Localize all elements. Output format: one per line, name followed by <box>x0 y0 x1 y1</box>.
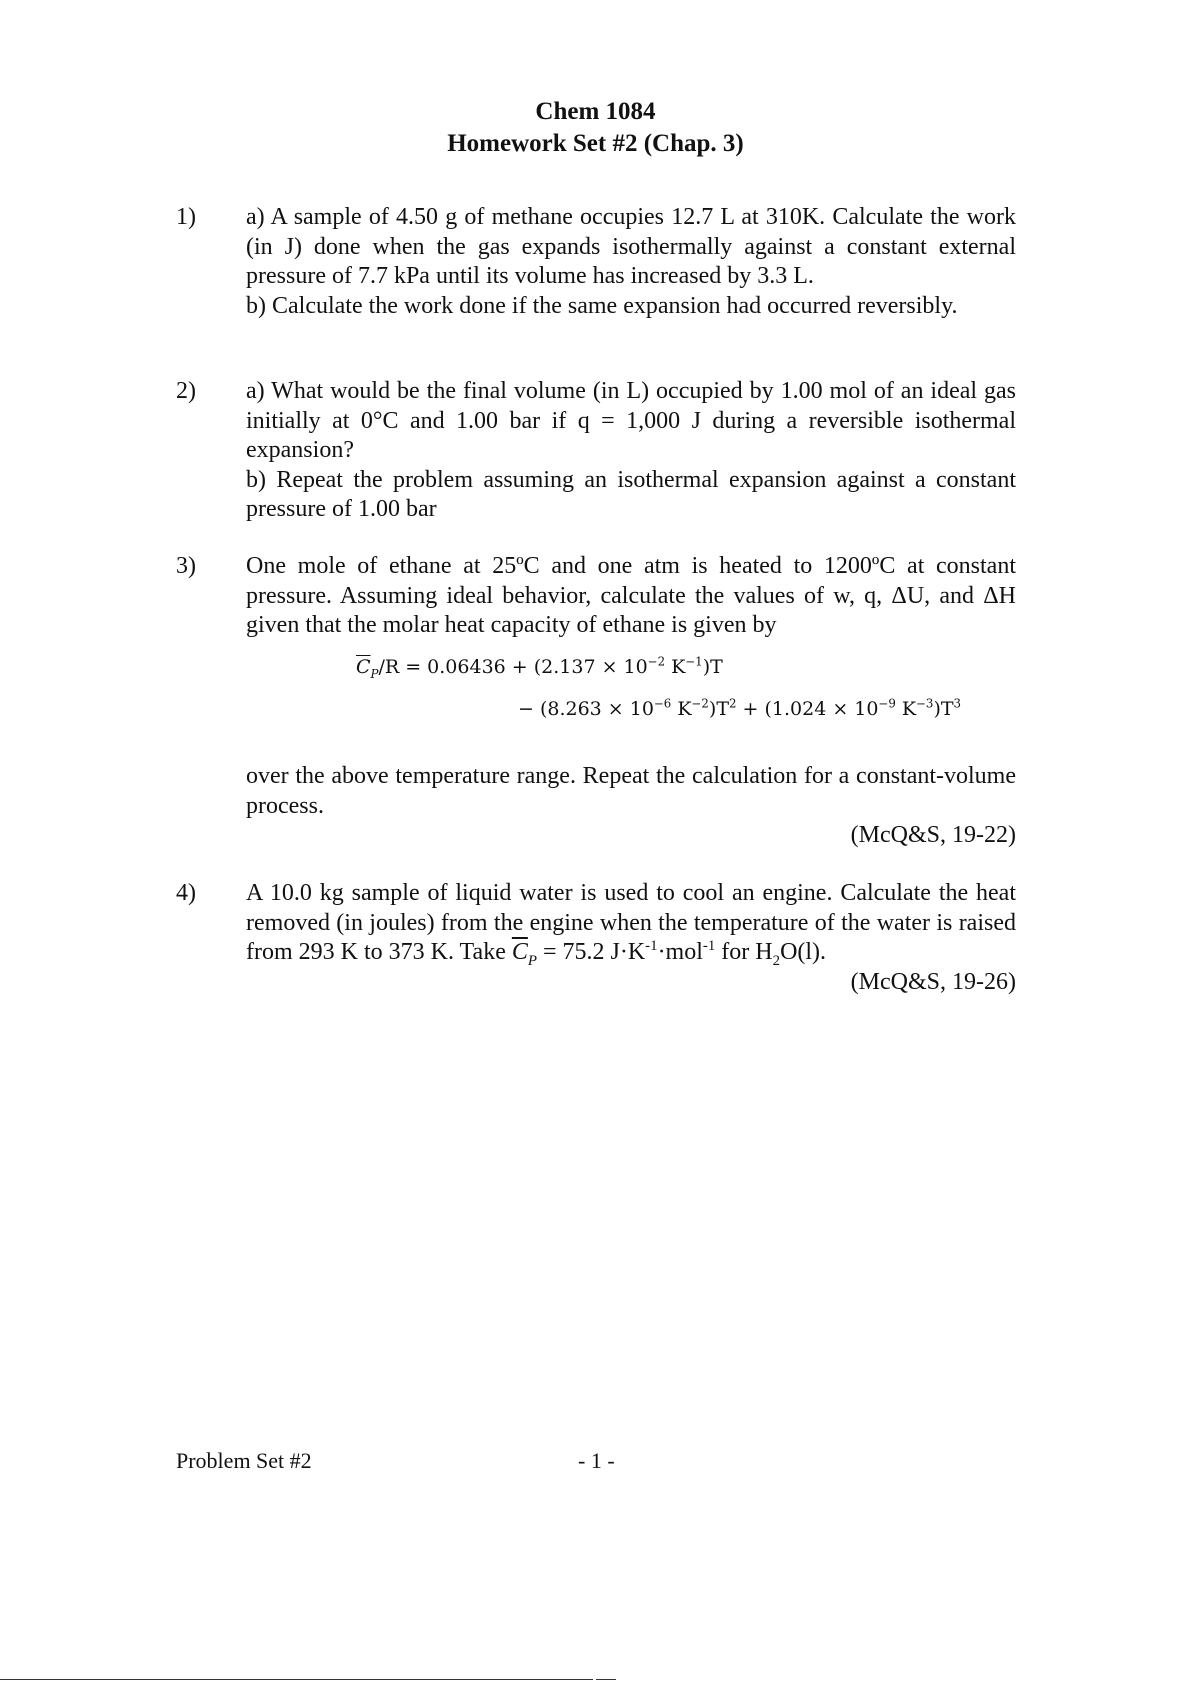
eq-tail-1: )T <box>702 656 723 678</box>
problem-4-cp-symbol: $\overline{C}$ <box>511 939 528 965</box>
problem-3-number: 3) <box>176 553 196 579</box>
problem-4-text-mid: = 75.2 J·K <box>536 939 646 965</box>
homework-title: Homework Set #2 (Chap. 3) <box>447 130 744 157</box>
eq-unit-2-exp: −2 <box>691 696 709 711</box>
problem-4-text-end: O(l). <box>780 939 827 965</box>
eq-unit-3: K <box>895 698 917 720</box>
eq-t3-exp: 3 <box>953 696 962 711</box>
heat-capacity-equation-line-1 <box>356 654 723 681</box>
page-number: - 1 - <box>578 1448 615 1473</box>
eq-unit-2: K <box>671 698 692 720</box>
eq-exp-1: −2 <box>647 654 666 669</box>
problem-4-body <box>246 879 1016 968</box>
eq-t2: )T <box>708 698 729 720</box>
problem-3-reference: (McQ&S, 19-22) <box>850 822 1016 848</box>
eq-unit-1-exp: −1 <box>685 654 703 669</box>
eq-exp-3: −9 <box>878 696 896 711</box>
problem-4-number: 4) <box>176 880 196 906</box>
eq-unit-1: K <box>665 656 686 678</box>
problem-1-part-a: a) A sample of 4.50 g of methane occupies 12.7 L at 310K. Calculate the work (in J) done when the gas expands isothermally against a constant external pressure of 7.7 kPa until its volume has increased by 3.3 L. <box>246 204 1016 289</box>
eq-plus: + (1.024 × 10 <box>736 698 879 720</box>
problem-4-sub-2: 2 <box>772 952 781 969</box>
problem-4-reference: (McQ&S, 19-26) <box>850 968 1016 995</box>
course-title: Chem 1084 <box>535 98 656 125</box>
problem-2-text <box>246 377 1016 525</box>
eq-ratio: /R = 0.06436 + (2.137 × 10 <box>378 656 648 678</box>
problem-4-text <box>246 879 1016 997</box>
cp-subscript: P <box>370 666 379 681</box>
problem-2-part-a: a) What would be the final volume (in L) occupied by 1.00 mol of an ideal gas initially at 0°C and 1.00 bar if q = 1,000 J during a reversible isothermal expansion? <box>246 378 1016 463</box>
eq-line2-start: − (8.263 × 10 <box>518 698 654 720</box>
problem-4-text-start: A 10.0 kg sample of liquid water is used to cool an engine. Calculate the heat removed (in joules) from the engine when the temperature of the water is raised from 293 K to 373 K. Take <box>246 880 1016 965</box>
eq-exp-2: −6 <box>653 696 672 711</box>
problem-1-part-b: b) Calculate the work done if the same expansion had occurred reversibly. <box>246 292 958 319</box>
problem-4-text-mid2: ·mol <box>657 939 703 965</box>
problem-3-outro-text: over the above temperature range. Repeat the calculation for a constant-volume process. <box>246 763 1016 819</box>
problem-4-exp-a: -1 <box>645 938 658 954</box>
eq-t3: )T <box>933 698 954 720</box>
eq-t2-exp: 2 <box>729 696 737 711</box>
problem-1-number: 1) <box>176 204 196 230</box>
problem-2-number: 2) <box>176 378 196 404</box>
problem-3-intro: One mole of ethane at 25ºC and one atm is heated to 1200ºC at constant pressure. Assuming ideal behavior, calculate the values of w, q, ΔU, and ΔH given that the molar heat capacity of ethane is given by <box>246 553 1016 638</box>
heat-capacity-equation-line-2 <box>518 698 961 720</box>
footer-label: Problem Set #2 <box>176 1448 312 1473</box>
bottom-rule-short <box>596 1679 616 1680</box>
eq-unit-3-exp: −3 <box>916 696 934 711</box>
problem-2-part-b: b) Repeat the problem assuming an isothermal expansion against a constant pressure of 1.00 bar <box>246 466 1016 522</box>
problem-3-outro <box>246 762 1016 851</box>
cp-symbol: $\overline{C}$ <box>356 656 371 678</box>
problem-1-text <box>246 203 1016 321</box>
problem-4-exp-b: -1 <box>702 938 716 954</box>
problem-4-text-for: for H <box>715 939 773 965</box>
problem-4-cp-subscript: P <box>527 952 537 969</box>
bottom-rule <box>0 1679 593 1680</box>
